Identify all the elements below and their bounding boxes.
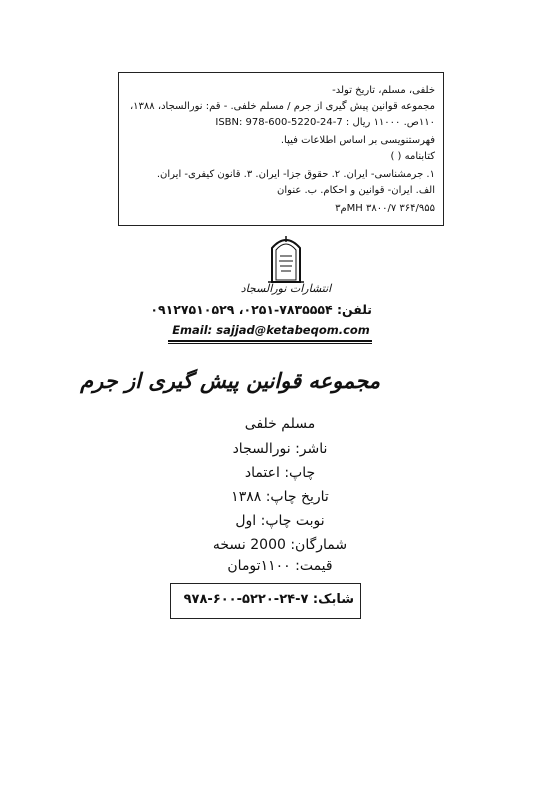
phone-line: تلفن: ۷۸۳۵۵۵۴-۰۲۵۱، ۰۹۱۲۷۵۱۰۵۲۹ <box>150 302 372 317</box>
edition: نوبت چاپ: اول <box>235 513 325 529</box>
cip-line: الف. ایران- قوانین و احکام. ب. عنوان <box>277 185 435 196</box>
author: مسلم خلفی <box>244 416 316 432</box>
logo-caption: انتشارات نورالسجاد <box>240 282 332 295</box>
email-line: Email: sajjad@ketabeqom.com <box>172 323 370 337</box>
divider <box>168 343 372 344</box>
print-date: تاریخ چاپ: ۱۳۸۸ <box>231 489 329 505</box>
cip-line: مجموعه قوانین پیش گیری از جرم / مسلم خلفی. - قم: نورالسجاد، ۱۳۸۸، <box>129 101 435 112</box>
cip-line: فهرستنویسی بر اساس اطلاعات فیپا. <box>280 135 435 146</box>
cataloging-box <box>118 72 444 226</box>
book-title: مجموعه قوانین پیش گیری از جرم <box>80 368 380 393</box>
isbn-box <box>170 583 361 619</box>
cip-line: ۱۱۰ص. ۱۱۰۰۰ ریال : ISBN: 978-600-5220-24-7 <box>215 117 435 128</box>
divider <box>168 340 372 342</box>
cip-line: ۳۶۴/۹۵۵ MH ۳۸۰۰/۷م۳ <box>335 203 435 214</box>
price: قیمت: ۱۱۰۰تومان <box>227 558 333 574</box>
cip-line: ۱. جرمشناسی- ایران. ۲. حقوق جزا- ایران. ۳. قانون کیفری- ایران. <box>156 169 435 180</box>
printer: چاپ: اعتماد <box>244 465 316 481</box>
cip-line: خلفی، مسلم، تاریخ تولد- <box>332 85 435 96</box>
publisher: ناشر: نورالسجاد <box>232 441 328 457</box>
isbn: شابک: ۷-۲۴-۵۲۲۰-۶۰۰-۹۷۸ <box>183 592 354 607</box>
copies: شمارگان: 2000 نسخه <box>212 537 348 553</box>
cip-line: کتابنامه ( ) <box>390 151 435 162</box>
